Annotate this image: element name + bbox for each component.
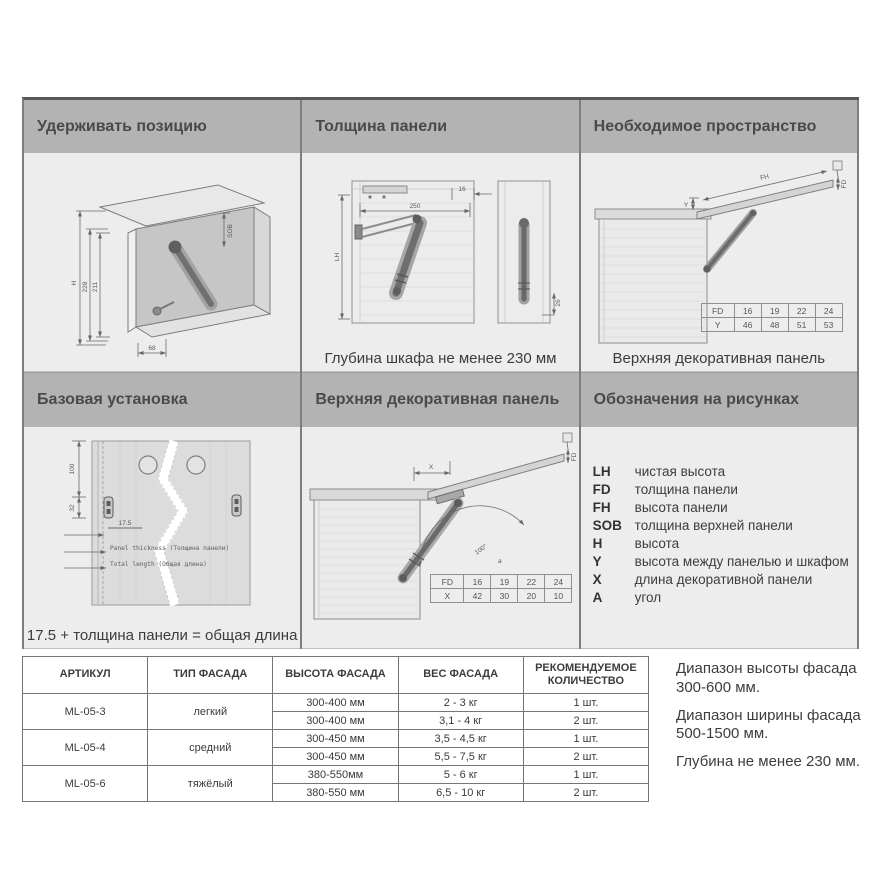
legend-key: FD: [592, 482, 611, 497]
cell: FD: [701, 304, 734, 318]
legend-desc: толщина панели: [634, 482, 738, 497]
spec-height: 300-450 мм: [273, 748, 398, 766]
cell: 48: [761, 318, 788, 332]
panel-thickness-diagram: [302, 153, 580, 371]
dim-label-228: 228: [82, 281, 89, 293]
spec-row: [23, 766, 649, 784]
required-space-diagram: [581, 153, 859, 371]
legend-desc: чистая высота: [634, 464, 726, 479]
panel-grid: [22, 97, 859, 649]
spec-table: [22, 656, 649, 802]
spec-qty: 2 шт.: [523, 784, 648, 802]
panel-title: Удерживать позицию: [37, 117, 207, 135]
legend-item: [593, 535, 851, 553]
panel-title: Базовая установка: [37, 391, 188, 408]
legend-key: Y: [592, 554, 602, 569]
spec-qty: 2 шт.: [523, 712, 648, 730]
dim-label-211: 211: [92, 281, 99, 293]
spec-height: 300-450 мм: [273, 730, 398, 748]
total-length-note: Total length (Общая длина): [110, 561, 207, 568]
panel-board: [92, 441, 250, 605]
dim-label-68: 68: [148, 345, 156, 352]
spec-weight: 3,1 - 4 кг: [398, 712, 523, 730]
spec-qty: 1 шт.: [523, 694, 648, 712]
slot-left: [104, 497, 113, 518]
mounting-bracket: [363, 186, 407, 193]
legend-list: [581, 427, 857, 607]
dim-label-x: X: [429, 464, 434, 471]
spec-header-row: [23, 657, 649, 694]
legend-item: [593, 481, 851, 499]
panel-caption: Глубина шкафа не менее 230 мм: [324, 350, 557, 367]
spec-header-type: ТИП ФАСАДА: [148, 657, 273, 694]
slot-right: [232, 495, 241, 516]
cabinet-side-view: [310, 489, 450, 619]
panel-header: [24, 100, 300, 153]
cell: Y: [701, 318, 734, 332]
cell: 22: [788, 304, 815, 318]
table-row: [701, 318, 842, 332]
panel-body: [24, 153, 300, 372]
angle-a-label: a: [498, 558, 502, 565]
cell: 53: [815, 318, 842, 332]
legend-key: FH: [592, 500, 611, 515]
table-row: [431, 589, 572, 603]
cell: 51: [788, 318, 815, 332]
legend-key: H: [592, 536, 603, 551]
spec-header-article: АРТИКУЛ: [23, 657, 148, 694]
dim-label-16: 16: [458, 186, 466, 193]
spec-type: средний: [148, 730, 273, 766]
spec-height: 300-400 мм: [273, 694, 398, 712]
panel-header: [24, 372, 300, 427]
panel-caption: Верхняя декоративная панель: [612, 350, 826, 367]
panel-body: [581, 427, 857, 649]
spec-weight: 3,5 - 4,5 кг: [398, 730, 523, 748]
dim-label-y: Y: [683, 202, 688, 209]
fd-y-table: [701, 303, 843, 332]
note-height-range: Диапазон высоты фасада 300-600 мм.: [676, 660, 857, 696]
panel-body: [581, 153, 857, 372]
panel-title: Необходимое пространство: [593, 117, 817, 135]
fd-x-table: [430, 574, 572, 603]
dim-label-fh: FH: [759, 173, 770, 182]
legend-key: SOB: [592, 518, 622, 533]
legend-item: [593, 499, 851, 517]
spec-qty: 2 шт.: [523, 748, 648, 766]
legend-item: [593, 553, 851, 571]
panel-title: Обозначения на рисунках: [593, 391, 800, 408]
spec-row: [23, 730, 649, 748]
spec-height: 300-400 мм: [273, 712, 398, 730]
panel-basic-install: [24, 372, 302, 649]
cell: 24: [815, 304, 842, 318]
table-row: [701, 304, 842, 318]
legend-desc: высота: [634, 536, 680, 551]
table-row: [431, 575, 572, 589]
panel-hold-position: [24, 100, 302, 372]
panel-title: Верхняя декоративная панель: [315, 391, 560, 408]
open-flap: [428, 454, 564, 499]
cell: FD: [431, 575, 464, 589]
spec-header-height: ВЫСОТА ФАСАДА: [273, 657, 398, 694]
cell: 16: [464, 575, 491, 589]
panel-required-space: [581, 100, 859, 372]
legend-item: [593, 463, 851, 481]
legend-desc: высота панели: [634, 500, 728, 515]
spec-height: 380-550 мм: [273, 784, 398, 802]
dim-label-17-5: 17.5: [118, 520, 132, 527]
panel-body: [302, 153, 578, 372]
spec-article: ML-05-6: [23, 766, 148, 802]
note-depth: Глубина не менее 230 мм.: [676, 753, 861, 770]
spec-type: тяжёлый: [148, 766, 273, 802]
legend-desc: толщина верхней панели: [634, 518, 793, 533]
panel-thickness-note: Panel thickness (Толщина панели): [110, 545, 230, 552]
spec-qty: 1 шт.: [523, 766, 648, 784]
panel-header: [581, 100, 857, 153]
dim-label-sob: SOB: [227, 224, 234, 238]
legend-key: LH: [592, 464, 611, 479]
spec-header-weight: ВЕС ФАСАДА: [398, 657, 523, 694]
angle-label: 100°: [473, 543, 489, 557]
panel-caption: 17.5 + толщина панели = общая длина: [26, 627, 298, 644]
hold-position-diagram: [24, 153, 302, 371]
panel-title: Толщина панели: [315, 117, 448, 135]
spec-height: 380-550мм: [273, 766, 398, 784]
cabinet-front-view: [498, 181, 550, 323]
cell: 30: [491, 589, 518, 603]
cell: 19: [761, 304, 788, 318]
legend-desc: угол: [634, 590, 662, 605]
dim-label-100: 100: [69, 463, 76, 475]
dim-label-h: H: [71, 280, 78, 286]
panel-header: [302, 372, 578, 427]
cell: 20: [518, 589, 545, 603]
panel-body: [24, 427, 300, 649]
cell: 22: [518, 575, 545, 589]
cell: 10: [545, 589, 572, 603]
legend-item: [593, 589, 851, 607]
legend-item: [593, 571, 851, 589]
dim-label-lh: LH: [334, 252, 342, 262]
dim-label-32: 32: [69, 504, 76, 512]
cell: X: [431, 589, 464, 603]
spec-type: легкий: [148, 694, 273, 730]
spec-weight: 6,5 - 10 кг: [398, 784, 523, 802]
spec-article: ML-05-4: [23, 730, 148, 766]
spec-header-qty: РЕКОМЕНДУЕМОЕ КОЛИЧЕСТВО: [523, 657, 648, 694]
basic-install-diagram: [24, 427, 302, 648]
spec-row: [23, 694, 649, 712]
panel-header: [581, 372, 857, 427]
notes-block: [676, 660, 866, 781]
spec-weight: 2 - 3 кг: [398, 694, 523, 712]
cell: 42: [464, 589, 491, 603]
dim-label-250: 250: [409, 203, 421, 210]
legend-desc: длина декоративной панели: [634, 572, 813, 587]
spec-qty: 1 шт.: [523, 730, 648, 748]
legend-key: A: [592, 590, 603, 605]
legend-item: [593, 517, 851, 535]
legend-key: X: [592, 572, 602, 587]
cabinet-side-view: [595, 209, 711, 343]
panel-header: [302, 100, 578, 153]
panel-panel-thickness: [302, 100, 580, 372]
cell: 24: [545, 575, 572, 589]
spec-article: ML-05-3: [23, 694, 148, 730]
panel-decor-panel: [302, 372, 580, 649]
legend-desc: высота между панелью и шкафом: [634, 554, 849, 569]
cell: 46: [734, 318, 761, 332]
spec-weight: 5,5 - 7,5 кг: [398, 748, 523, 766]
dim-label-fd: FD: [840, 179, 848, 189]
dim-label-fd: FD: [571, 452, 579, 462]
panel-body: [302, 427, 578, 649]
cell: 19: [491, 575, 518, 589]
drill-hole: [139, 456, 157, 474]
spec-weight: 5 - 6 кг: [398, 766, 523, 784]
note-width-range: Диапазон ширины фасада 500-1500 мм.: [676, 706, 861, 743]
drill-hole: [187, 456, 205, 474]
cell: 16: [734, 304, 761, 318]
decor-panel-diagram: [302, 427, 580, 648]
dim-label-26: 26: [555, 299, 563, 307]
panel-legend: [581, 372, 859, 649]
